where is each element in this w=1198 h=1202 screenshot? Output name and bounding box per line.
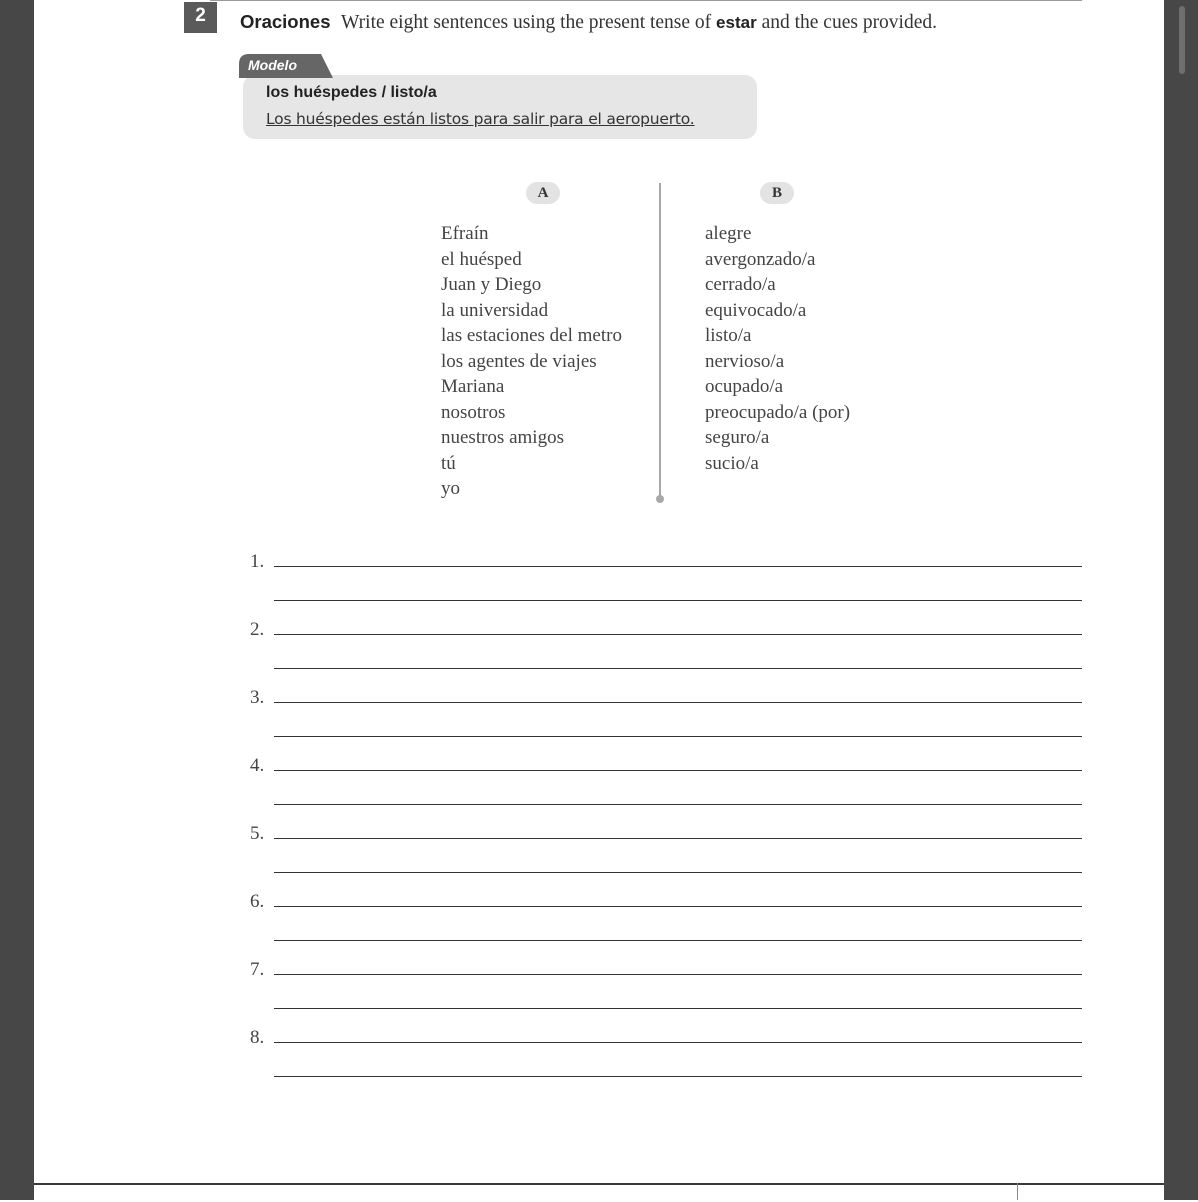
answer-row xyxy=(250,891,1082,959)
answer-line[interactable] xyxy=(274,1076,1082,1077)
answer-line[interactable] xyxy=(274,770,1082,771)
answer-row xyxy=(250,551,1082,619)
next-page-divider xyxy=(1017,1183,1018,1200)
answer-lines xyxy=(250,551,1082,1095)
answer-line[interactable] xyxy=(274,566,1082,567)
answer-line[interactable] xyxy=(274,804,1082,805)
answer-line[interactable] xyxy=(274,940,1082,941)
exercise-number-badge: 2 xyxy=(184,2,217,33)
answer-line[interactable] xyxy=(274,1008,1082,1009)
answer-row xyxy=(250,1027,1082,1095)
column-b-item: cerrado/a xyxy=(705,274,776,295)
answer-number: 3. xyxy=(250,687,265,708)
column-a-item: Mariana xyxy=(441,376,505,397)
answer-number: 4. xyxy=(250,755,265,776)
column-a-header: A xyxy=(526,182,560,204)
modelo-cue: los huéspedes / listo/a xyxy=(266,84,437,101)
answer-number: 2. xyxy=(250,619,265,640)
column-b-header: B xyxy=(760,182,794,204)
exercise-instruction xyxy=(240,11,937,34)
column-b-item: alegre xyxy=(705,223,752,244)
instruction-text-after: and the cues provided. xyxy=(761,12,938,33)
column-b-item: equivocado/a xyxy=(705,299,807,321)
answer-line[interactable] xyxy=(274,634,1082,635)
column-b-item: ocupado/a xyxy=(705,376,784,397)
column-b-item: listo/a xyxy=(705,325,752,346)
answer-line[interactable] xyxy=(274,906,1082,907)
answer-row xyxy=(250,755,1082,823)
column-a-item: yo xyxy=(441,478,460,499)
column-a-item: nuestros amigos xyxy=(441,427,564,448)
column-b-item: avergonzado/a xyxy=(705,248,816,270)
column-a-item: tú xyxy=(441,452,456,474)
column-divider xyxy=(659,183,661,496)
viewer-frame-left xyxy=(0,0,34,1200)
instruction-text-before: Write eight sentences using the present tense of xyxy=(341,12,712,33)
answer-line[interactable] xyxy=(274,1042,1082,1043)
exercise-title: Oraciones xyxy=(240,11,331,32)
column-a-list xyxy=(441,221,622,502)
answer-line[interactable] xyxy=(274,736,1082,737)
answer-row xyxy=(250,687,1082,755)
column-a-item: los agentes de viajes xyxy=(441,350,597,372)
column-b-item: nervioso/a xyxy=(705,350,785,372)
answer-number: 6. xyxy=(250,891,265,912)
modelo-tag xyxy=(239,54,333,78)
column-a-item: nosotros xyxy=(441,401,506,423)
column-a-item: Juan y Diego xyxy=(441,274,542,295)
answer-line[interactable] xyxy=(274,668,1082,669)
column-a-item: el huésped xyxy=(441,248,522,270)
column-a-item: las estaciones del metro xyxy=(441,325,622,346)
answer-line[interactable] xyxy=(274,702,1082,703)
answer-line[interactable] xyxy=(274,838,1082,839)
top-rule xyxy=(210,0,1082,1)
scrollbar-thumb[interactable] xyxy=(1179,6,1185,74)
answer-number: 1. xyxy=(250,551,265,572)
answer-number: 8. xyxy=(250,1027,265,1048)
answer-row xyxy=(250,823,1082,891)
answer-line[interactable] xyxy=(274,600,1082,601)
modelo-label: Modelo xyxy=(248,57,297,73)
column-b-list xyxy=(705,221,850,476)
column-b-item: preocupado/a (por) xyxy=(705,401,851,423)
column-divider-dot xyxy=(656,495,664,503)
viewer-frame-right xyxy=(1164,0,1198,1200)
column-b-item: seguro/a xyxy=(705,427,770,448)
answer-line[interactable] xyxy=(274,872,1082,873)
column-a-item: la universidad xyxy=(441,299,549,321)
answer-row xyxy=(250,619,1082,687)
answer-number: 7. xyxy=(250,959,265,980)
next-page-edge xyxy=(34,1183,1164,1202)
answer-line[interactable] xyxy=(274,974,1082,975)
answer-row xyxy=(250,959,1082,1027)
answer-number: 5. xyxy=(250,823,265,844)
instruction-keyword: estar xyxy=(716,13,757,32)
column-b-item: sucio/a xyxy=(705,452,759,474)
column-a-item: Efraín xyxy=(441,223,489,244)
modelo-answer: Los huéspedes están listos para salir para el aeropuerto. xyxy=(266,110,695,128)
